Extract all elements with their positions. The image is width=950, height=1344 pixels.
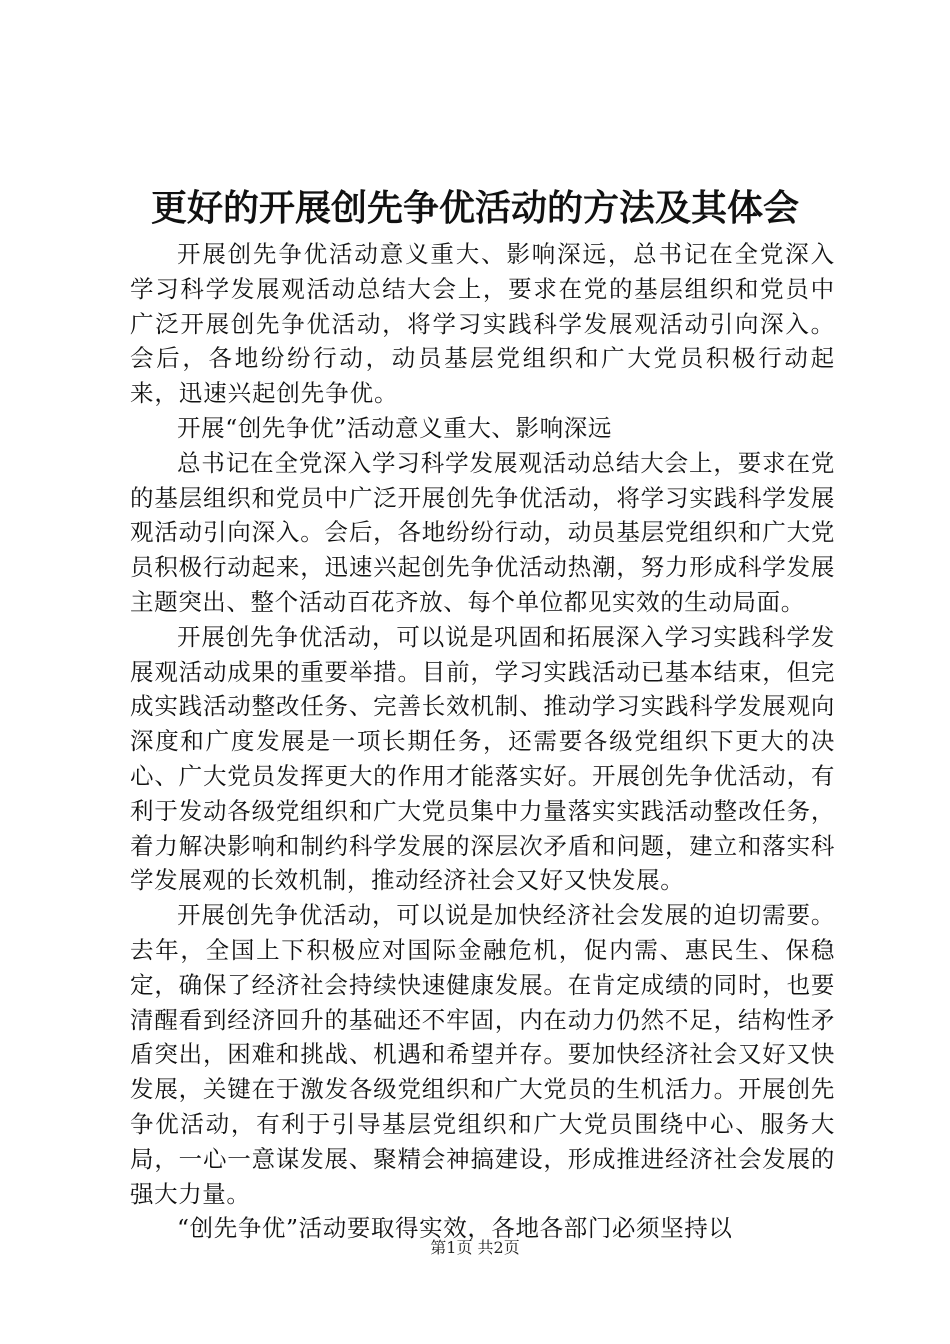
page-footer: 第1页 共2页 [430, 1238, 520, 1257]
paragraph-body-3: 开展创先争优活动，可以说是加快经济社会发展的迫切需要。去年，全国上下积极应对国际金融危机，促内需、惠民生、保稳定，确保了经济社会持续快速健康发展。在肯定成绩的同时，也要清醒看到经济回升的基础还不牢固，内在动力仍然不足，结构性矛盾突出，困难和挑战、机遇和希望并存。要加快经济社会又好又快发展，关键在于激发各级党组织和广大党员的生机活力。开展创先争优活动，有利于引导基层党组织和广大党员围绕中心、服务大局，一心一意谋发展、聚精会神搞建设，形成推进经济社会发展的强大力量。 [130, 901, 835, 1208]
paragraph-subheading: 开展“创先争优”活动意义重大、影响深远 [177, 413, 612, 442]
document-body [130, 237, 835, 1246]
paragraph-body-4: “创先争优”活动要取得实效，各地各部门必须坚持以 [177, 1214, 733, 1243]
paragraph-body-1: 总书记在全党深入学习科学发展观活动总结大会上，要求在党的基层组织和党员中广泛开展创先争优活动，将学习实践科学发展观活动引向深入。会后，各地纷纷行动，动员基层党组织和广大党员积极行动起来，迅速兴起创先争优活动热潮，努力形成科学发展主题突出、整个活动百花齐放、每个单位都见实效的生动局面。 [130, 448, 835, 616]
paragraph-body-2: 开展创先争优活动，可以说是巩固和拓展深入学习实践科学发展观活动成果的重要举措。目前，学习实践活动已基本结束，但完成实践活动整改任务、完善长效机制、推动学习实践科学发展观向深度和广度发展是一项长期任务，还需要各级党组织下更大的决心、广大党员发挥更大的作用才能落实好。开展创先争优活动，有利于发动各级党组织和广大党员集中力量落实实践活动整改任务，着力解决影响和制约科学发展的深层次矛盾和问题，建立和落实科学发展观的长效机制，推动经济社会又好又快发展。 [130, 622, 835, 895]
document-title: 更好的开展创先争优活动的方法及其体会 [150, 187, 799, 229]
paragraph-intro: 开展创先争优活动意义重大、影响深远，总书记在全党深入学习科学发展观活动总结大会上，要求在党的基层组织和党员中广泛开展创先争优活动，将学习实践科学发展观活动引向深入。会后，各地纷纷行动，动员基层党组织和广大党员积极行动起来，迅速兴起创先争优。 [130, 240, 835, 408]
